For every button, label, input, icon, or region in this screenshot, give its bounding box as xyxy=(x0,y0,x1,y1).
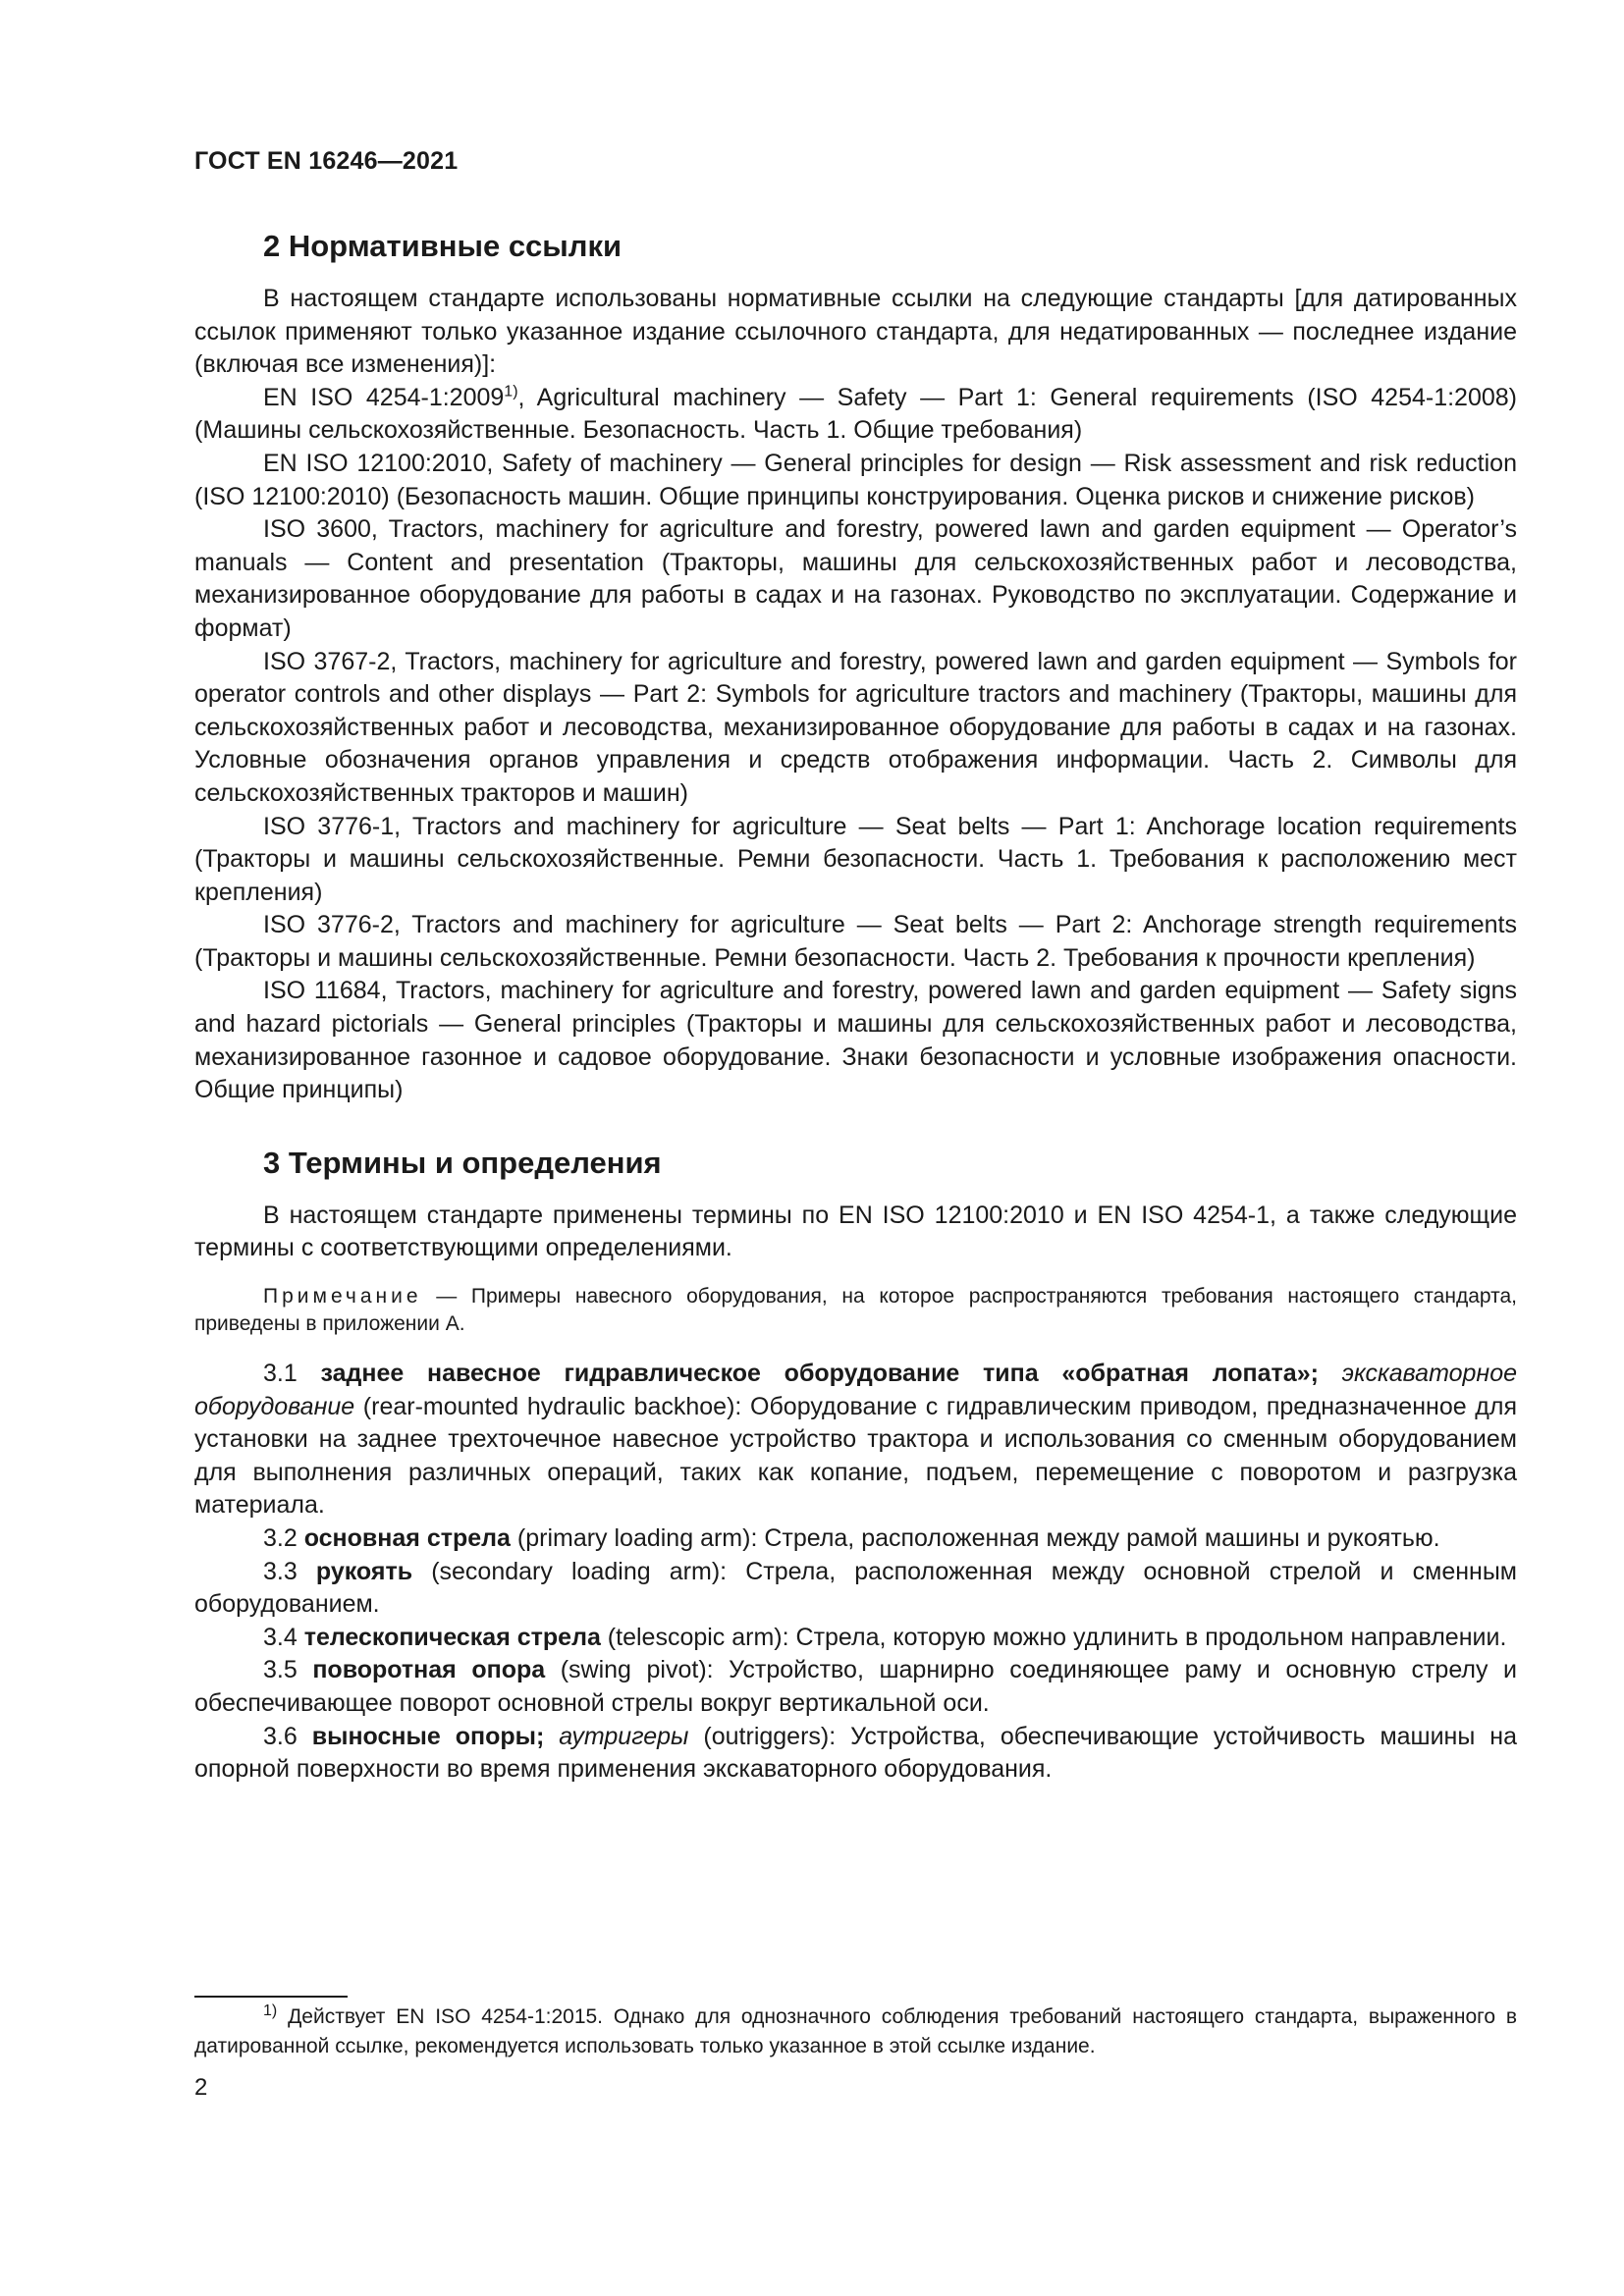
term-number: 3.3 xyxy=(263,1557,316,1585)
term-number: 3.6 xyxy=(263,1722,312,1750)
term-synonym: аутригеры xyxy=(544,1722,689,1750)
term-definition: (swing pivot): Устройство, шарнирно соединяющее раму и основную стрелу и обеспечивающее поворот основной стрелы вокруг вертикальной оси. xyxy=(194,1656,1518,1717)
section-intro: В настоящем стандарте применены термины по EN ISO 12100:2010 и EN ISO 4254-1, а также следующие термины с соответствующими определениями. xyxy=(194,1201,1517,1262)
reference-item: EN ISO 12100:2010, Safety of machinery — General principles for design — Risk assessment and risk reduction (ISO 12100:2010) (Безопасность машин. Общие принципы конструирования. Оценка рисков и снижение рисков) xyxy=(194,449,1517,510)
reference-item: ISO 3767-2, Tractors, machinery for agriculture and forestry, powered lawn and garden equipment — Symbols for operator controls and other displays — Part 2: Symbols for agriculture tractors and machinery (Тракторы, машины для сельскохозяйственных работ и лесоводства, механизированное оборудование для работы в садах и на газонах. Условные обозначения органов управления и средств отображения информации. Часть 2. Символы для сельскохозяйственных тракторов и машин) xyxy=(194,647,1517,807)
note-label: Примечание xyxy=(263,1285,422,1308)
term-definition: (telescopic arm): Стрела, которую можно удлинить в продольном направлении. xyxy=(600,1623,1507,1651)
note-paragraph xyxy=(194,1283,1517,1338)
term-number: 3.5 xyxy=(263,1656,313,1684)
section-title: 3 Термины и определения xyxy=(263,1145,662,1180)
note-text: — Примеры навесного оборудования, на которое распространяются требования настоящего стандарта, приведены в приложении А. xyxy=(194,1285,1517,1336)
page-content xyxy=(194,216,1517,1787)
reference-code: EN ISO 4254-1:2009 xyxy=(263,383,505,411)
term-name: основная стрела xyxy=(303,1524,511,1552)
footnote-text: Действует EN ISO 4254-1:2015. Однако для однозначного соблюдения требований настоящего стандарта, выраженного в датированной ссылке, рекомендуется использовать только указанное в этой ссылке издание. xyxy=(194,2005,1517,2057)
term-name: заднее навесное гидравлическое оборудование типа «обратная лопата»; xyxy=(320,1360,1319,1388)
footnote-reference: 1) xyxy=(504,383,518,400)
footnote-marker: 1) xyxy=(263,2002,278,2019)
term-definition: (outriggers): Устройства, обеспечивающие устойчивость машины на опорной поверхности во время применения экскаваторного оборудования. xyxy=(194,1722,1518,1784)
section-title: 2 Нормативные ссылки xyxy=(263,229,623,263)
term-entry xyxy=(194,1358,1517,1522)
term-entry xyxy=(194,1556,1517,1622)
term-name: телескопическая стрела xyxy=(303,1623,601,1651)
term-number: 3.1 xyxy=(263,1360,321,1388)
reference-item: ISO 3600, Tractors, machinery for agriculture and forestry, powered lawn and garden equipment — Operator’s manuals — Content and presentation (Тракторы, машины для сельскохозяйственных работ и лесоводства, механизированное оборудование для работы в садах и на газонах. Руководство по эксплуатации. Содержание и формат) xyxy=(194,515,1517,642)
section-terms-definitions xyxy=(194,1143,1517,1787)
page-number: 2 xyxy=(194,2074,208,2101)
section-intro: В настоящем стандарте использованы нормативные ссылки на следующие стандарты [для датированных ссылок применяют только указанное издание ссылочного стандарта, для недатированных — последнее издание (включая все изменения)]: xyxy=(194,285,1517,379)
term-definition: (primary loading arm): Стрела, расположенная между рамой машины и рукоятью. xyxy=(510,1524,1440,1552)
term-name: выносные опоры; xyxy=(311,1722,545,1750)
term-name: рукоять xyxy=(315,1557,413,1585)
term-name: поворотная опора xyxy=(312,1656,546,1684)
running-header: ГОСТ EN 16246—2021 xyxy=(194,147,459,175)
term-entry xyxy=(194,1721,1517,1787)
term-number: 3.2 xyxy=(263,1524,304,1552)
reference-text: , Agricultural machinery — Safety — Part 1: General requirements (ISO 4254-1:2008) (Машины сельскохозяйственные. Безопасность. Часть 1. Общие требования) xyxy=(194,383,1518,445)
term-number: 3.4 xyxy=(263,1623,304,1651)
reference-item: ISO 11684, Tractors, machinery for agriculture and forestry, powered lawn and garden equipment — Safety signs and hazard pictorials — General principles (Тракторы и машины для сельскохозяйственных работ и лесоводства, механизированное газонное и садовое оборудование. Знаки безопасности и условные изображения опасности. Общие принципы) xyxy=(194,977,1517,1104)
term-definition: (rear-mounted hydraulic backhoe): Оборудование с гидравлическим приводом, предназначенное для установки на заднее трехточечное навесное устройство трактора и использования со сменным оборудованием для выполнения различных операций, таких как копание, подъем, перемещение с поворотом и разгрузка материала. xyxy=(194,1392,1517,1520)
reference-item: ISO 3776-2, Tractors and machinery for agriculture — Seat belts — Part 2: Anchorage strength requirements (Тракторы и машины сельскохозяйственные. Ремни безопасности. Часть 2. Требования к прочности крепления) xyxy=(194,911,1517,972)
footnote-divider xyxy=(194,1996,348,1998)
term-entry xyxy=(194,1522,1517,1556)
reference-item xyxy=(194,382,1517,448)
term-definition: (secondary loading arm): Стрела, расположенная между основной стрелой и сменным оборудованием. xyxy=(194,1557,1517,1619)
term-synonym: экскаваторное оборудование xyxy=(194,1360,1517,1420)
term-entry xyxy=(194,1622,1517,1655)
footnote xyxy=(194,2002,1517,2061)
reference-item: ISO 3776-1, Tractors and machinery for agriculture — Seat belts — Part 1: Anchorage location requirements (Тракторы и машины сельскохозяйственные. Ремни безопасности. Часть 1. Требования к расположению мест крепления) xyxy=(194,812,1517,906)
term-entry xyxy=(194,1654,1517,1720)
section-normative-references xyxy=(194,226,1517,1107)
